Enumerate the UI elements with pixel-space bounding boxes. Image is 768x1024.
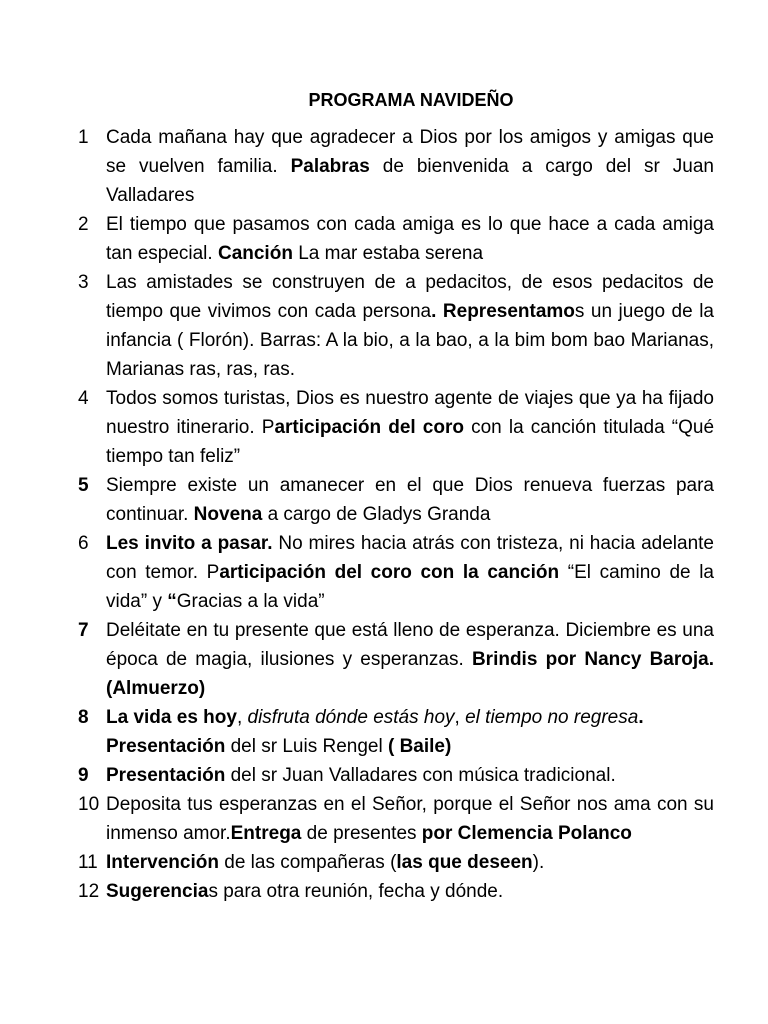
bold-text: las que deseen <box>396 852 533 873</box>
list-item <box>78 703 714 761</box>
item-text <box>106 471 714 529</box>
bold-text: Sugerencia <box>106 881 209 902</box>
item-number: 4 <box>78 388 89 409</box>
list-item <box>78 384 714 471</box>
item-number: 7 <box>78 620 89 641</box>
item-text <box>106 616 714 703</box>
list-item <box>78 848 714 877</box>
item-text <box>106 123 714 210</box>
item-text <box>106 703 714 761</box>
list-item <box>78 268 714 384</box>
list-item <box>78 877 714 906</box>
bold-text: articipación del coro <box>274 417 464 438</box>
text-run: de las compañeras ( <box>218 852 397 873</box>
text-run: “El camino de la vida” y <box>106 562 714 612</box>
item-number: 2 <box>78 214 89 235</box>
bold-text: ( Baile) <box>387 736 452 757</box>
item-text <box>106 210 714 268</box>
text-run: de bienvenida a cargo del sr Juan Valladares <box>106 156 714 206</box>
page-title: PROGRAMA NAVIDEÑO <box>308 90 514 110</box>
text-run: Deléitate en tu presente que está lleno de esperanza. Diciembre es una época de magia, ilusiones y esperanzas. <box>106 620 714 670</box>
text-run: Deposita tus esperanzas en el Señor, porque el Señor nos ama con su inmenso amor. <box>106 794 714 844</box>
text-run: s un juego de la infancia ( Florón). Barras: A la bio, a la bao, a la bim bom bao Marianas, Marianas ras, ras, ras. <box>106 301 714 380</box>
item-number: 8 <box>78 707 89 728</box>
text-run: , <box>454 707 466 728</box>
bold-text: Les invito a pasar. <box>106 533 273 554</box>
list-item <box>78 616 714 703</box>
bold-text: Palabras <box>290 156 370 177</box>
text-run: con la canción titulada “Qué tiempo tan feliz” <box>106 417 715 467</box>
item-text <box>106 790 714 848</box>
program-list <box>78 123 714 906</box>
text-run: , <box>236 707 248 728</box>
item-number: 6 <box>78 533 89 554</box>
item-number: 3 <box>78 272 89 293</box>
list-item <box>78 471 714 529</box>
text-run: El tiempo que pasamos con cada amiga es lo que hace a cada amiga tan especial. <box>106 214 714 264</box>
item-text <box>106 384 714 471</box>
bold-text: . <box>638 707 644 728</box>
bold-text: Entrega <box>230 823 302 844</box>
item-number: 10 <box>78 794 100 815</box>
text-run: de presentes <box>301 823 422 844</box>
text-run: del sr Juan Valladares con música tradicional. <box>225 765 616 786</box>
text-run: a cargo de Gladys Granda <box>262 504 491 525</box>
item-text <box>106 268 714 384</box>
text-run: s para otra reunión, fecha y dónde. <box>208 881 504 902</box>
text-run: La mar estaba serena <box>292 243 484 264</box>
italic-text: el tiempo no regresa <box>465 707 639 728</box>
bold-text: Presentación <box>106 765 226 786</box>
bold-text: Presentación <box>106 736 226 757</box>
list-item <box>78 790 714 848</box>
bold-text: “ <box>167 591 177 612</box>
item-text <box>106 848 714 877</box>
item-text <box>106 529 714 616</box>
italic-text: disfruta dónde estás hoy <box>247 707 455 728</box>
bold-text: Brindis por Nancy Baroja. (Almuerzo) <box>106 649 714 699</box>
item-text <box>106 761 714 790</box>
list-item <box>78 123 714 210</box>
item-number: 9 <box>78 765 89 786</box>
bold-text: Intervención <box>106 852 219 873</box>
item-number: 12 <box>78 881 100 902</box>
text-run: Todos somos turistas, Dios es nuestro agente de viajes que ya ha fijado nuestro itinerario. P <box>106 388 714 438</box>
item-text <box>106 877 714 906</box>
bold-text: Novena <box>193 504 263 525</box>
list-item <box>78 529 714 616</box>
item-number: 11 <box>78 852 98 873</box>
text-run: ). <box>532 852 545 873</box>
bold-text: . Representamo <box>431 301 575 322</box>
text-run: Las amistades se construyen de a pedacitos, de esos pedacitos de tiempo que vivimos con cada persona <box>106 272 714 322</box>
list-item <box>78 210 714 268</box>
text-run: Siempre existe un amanecer en el que Dios renueva fuerzas para continuar. <box>106 475 714 525</box>
bold-text: por Clemencia Polanco <box>421 823 632 844</box>
text-run: del sr Luis Rengel <box>225 736 388 757</box>
bold-text: articipación del coro con la canción <box>219 562 560 583</box>
text-run: No mires hacia atrás con tristeza, ni hacia adelante con temor. P <box>106 533 714 583</box>
bold-text: La vida es hoy <box>106 707 237 728</box>
text-run: Gracias a la vida” <box>176 591 325 612</box>
item-number: 5 <box>78 475 89 496</box>
item-number: 1 <box>78 127 89 148</box>
bold-text: Canción <box>217 243 293 264</box>
text-run: Cada mañana hay que agradecer a Dios por los amigos y amigas que se vuelven familia. <box>106 127 714 177</box>
list-item <box>78 761 714 790</box>
